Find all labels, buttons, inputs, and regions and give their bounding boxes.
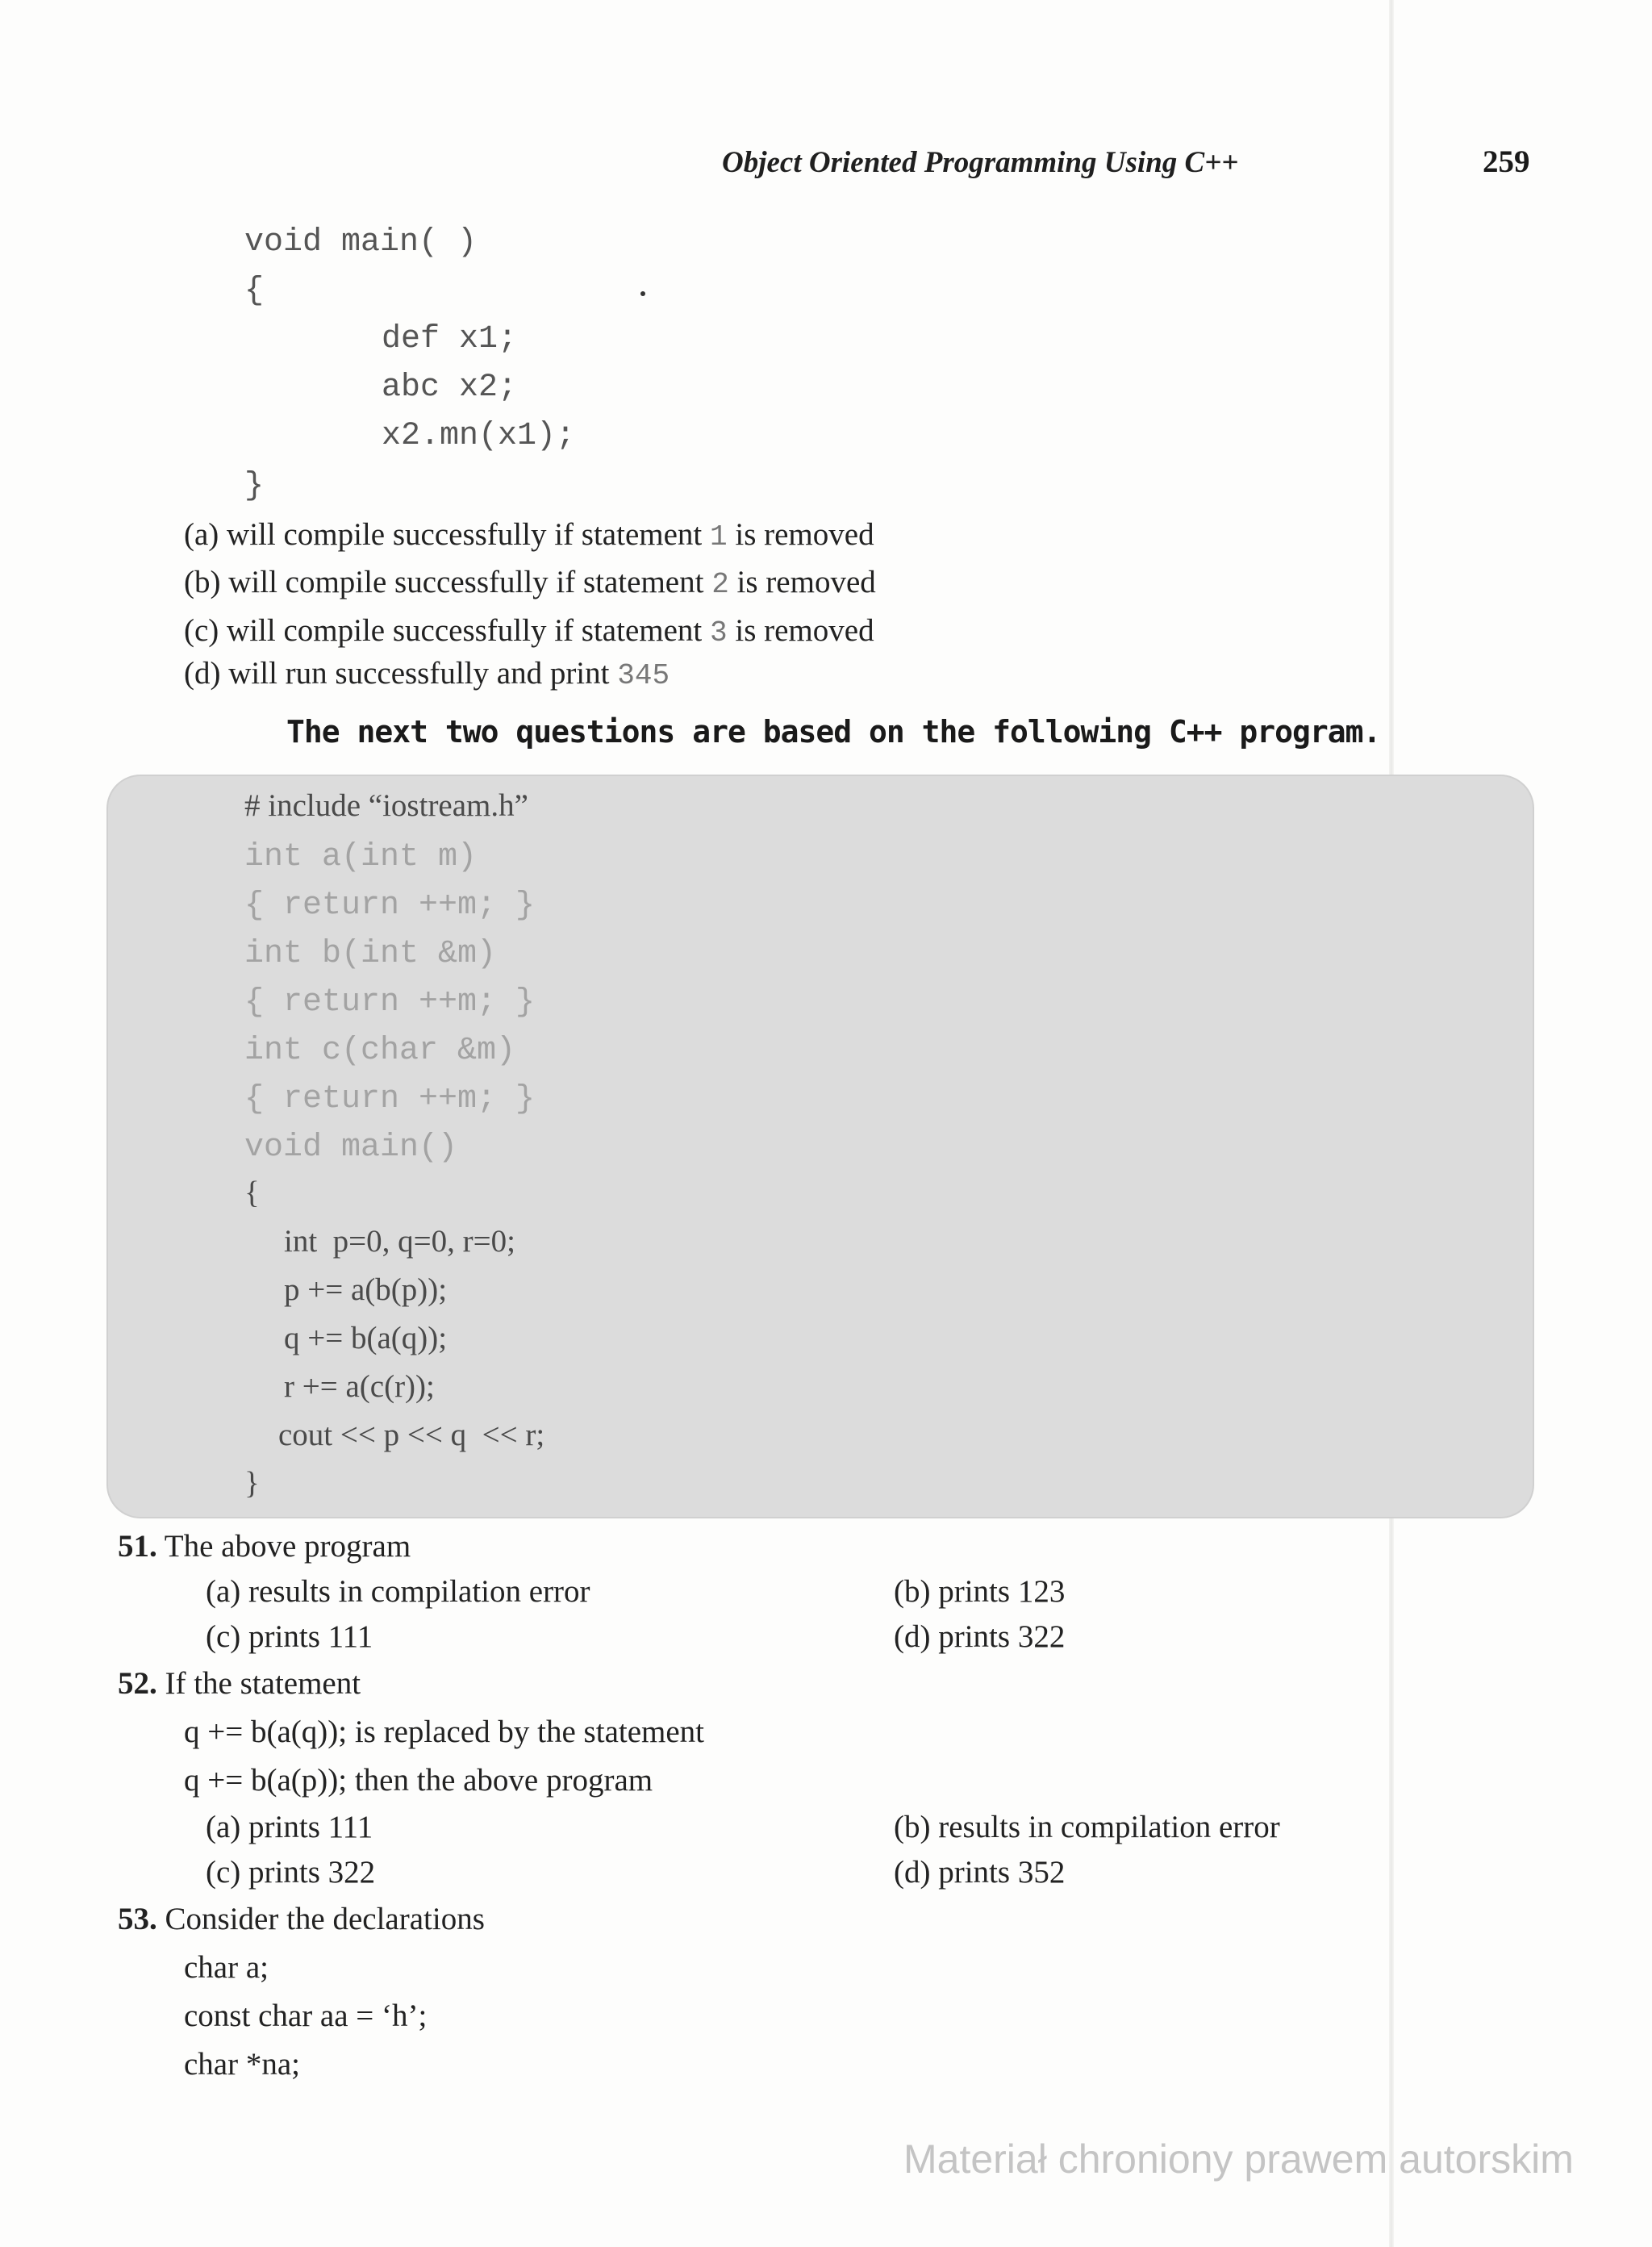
option-text: results in compilation error [248,1574,590,1609]
option-text: will compile successfully if statement [227,517,703,552]
code-line: int p=0, q=0, r=0; [284,1224,515,1259]
question-number: 52. [118,1666,157,1701]
option-label: (c) [206,1855,241,1890]
question-stem [118,1901,485,1937]
option-text-after: is removed [735,613,874,648]
code-line: int c(char &m) [244,1033,516,1069]
option-label: (b) [894,1574,931,1609]
section-heading: The next two questions are based on the following C++ program. [286,714,1381,750]
option-number: 3 [710,616,728,649]
option-label: (d) [894,1855,931,1890]
question-number: 53. [118,1902,157,1936]
option-label: (d) [184,656,221,691]
option-text: prints 352 [938,1855,1066,1890]
option-text: prints 111 [248,1619,373,1654]
code-line: { return ++m; } [244,1081,536,1117]
question-number: 51. [118,1529,157,1564]
option-d [894,1618,1065,1655]
question-text: Consider the declarations [165,1902,485,1936]
stray-dot [640,291,645,296]
option-label: (c) [206,1619,241,1654]
code-line: int a(int m) [244,839,478,875]
option-text: prints 111 [248,1810,373,1844]
code-line: int b(int &m) [244,936,497,972]
option-a [206,1573,590,1610]
running-header-title: Object Oriented Programming Using C++ [722,146,1239,179]
option-a [184,516,874,553]
question-text: If the statement [165,1666,361,1701]
declaration-line: char *na; [184,2047,301,2082]
option-number: 2 [711,568,729,601]
option-text: will run successfully and print [228,656,610,691]
option-b [894,1809,1280,1845]
option-a [206,1809,373,1845]
option-text: prints 322 [248,1855,376,1890]
code-line: p += a(b(p)); [284,1272,448,1307]
option-text: will compile successfully if statement [227,613,703,648]
code-line: r += a(c(r)); [284,1369,435,1404]
code-line: } [244,1466,260,1501]
question-text: q += b(a(p)); then the above program [184,1763,653,1798]
question-text: q += b(a(q)); is replaced by the statement [184,1714,705,1749]
option-d [894,1854,1065,1890]
option-b [894,1573,1065,1610]
option-text: prints 322 [938,1619,1066,1654]
option-c [206,1618,373,1655]
option-label: (a) [184,517,219,552]
option-label: (a) [206,1810,241,1844]
code-line: void main() [244,1130,458,1166]
page-number: 259 [1483,144,1530,179]
code-line: { return ++m; } [244,888,536,924]
option-number: 1 [710,520,728,553]
option-label: (b) [184,565,221,599]
declaration-line: char a; [184,1950,269,1985]
option-text-after: is removed [735,517,874,552]
option-text: results in compilation error [938,1810,1280,1844]
option-label: (c) [184,613,219,648]
code-line: abc x2; [382,370,518,406]
option-number: 345 [617,659,670,692]
option-text-after: is removed [736,565,876,599]
question-text: The above program [164,1529,411,1564]
option-text: prints 123 [938,1574,1066,1609]
code-line: # include “iostream.h” [244,788,528,823]
code-line: void main( ) [244,224,478,261]
code-line: q += b(a(q)); [284,1321,448,1355]
declaration-line: const char aa = ‘h’; [184,1998,428,2033]
code-line: x2.mn(x1); [382,418,576,454]
option-d [184,655,670,692]
option-c [184,612,874,649]
option-label: (d) [894,1619,931,1654]
code-line: } [244,468,265,504]
option-label: (b) [894,1810,931,1844]
question-stem [118,1528,411,1564]
option-b [184,564,876,601]
code-line: { [244,1176,260,1210]
option-text: will compile successfully if statement [228,565,704,599]
code-line: def x1; [382,321,518,357]
option-c [206,1854,375,1890]
question-stem [118,1665,361,1702]
copyright-watermark: Materiał chroniony prawem autorskim [903,2136,1574,2182]
code-line: { [244,273,265,309]
code-line: { return ++m; } [244,984,536,1021]
option-label: (a) [206,1574,241,1609]
code-line: cout << p << q << r; [278,1418,545,1452]
